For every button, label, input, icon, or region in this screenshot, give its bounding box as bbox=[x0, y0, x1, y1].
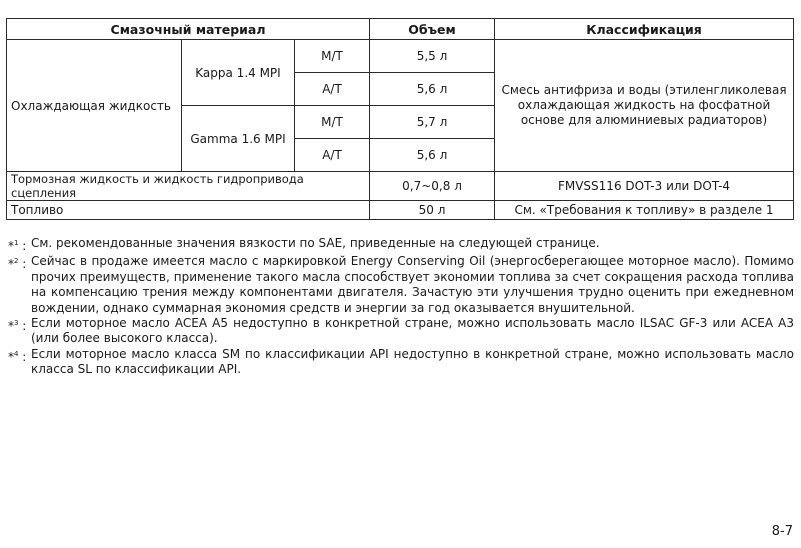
footnote bbox=[8, 236, 794, 254]
table-row bbox=[7, 172, 794, 201]
footnote-marker: *$^2$ : bbox=[8, 257, 27, 272]
volume-cell: 5,6 л bbox=[370, 139, 495, 172]
volume-cell: 50 л bbox=[370, 201, 495, 220]
brake-fluid-name: Тормозная жидкость и жидкость гидропривода сцепления bbox=[7, 172, 370, 201]
header-volume: Объем bbox=[370, 19, 495, 40]
footnote-text: Если моторное масло ACEA A5 недоступно в конкретной стране, можно использовать масло ILSAC GF-3 или ACEA A3 (или более высокого класса). bbox=[31, 316, 794, 346]
volume-cell: 5,5 л bbox=[370, 40, 495, 73]
footnote-text: Сейчас в продаже имеется масло с маркировкой Energy Conserving Oil (энергосберегающее моторное масло). Помимо прочих преимуществ, применение такого масла способствует экономии топлива за счет сокращения расхода топлива на компенсацию трения между компонентами двигателя. Зачастую эти улучшения трудно оценить при ежедневном вождении, однако суммарная экономия средств и энергии за год оказывается внушительной. bbox=[31, 254, 794, 315]
transmission-cell: A/T bbox=[295, 139, 370, 172]
fuel-classification: См. «Требования к топливу» в разделе 1 bbox=[495, 201, 794, 220]
footnote bbox=[8, 316, 794, 347]
footnotes bbox=[8, 236, 794, 378]
engine-gamma: Gamma 1.6 MPI bbox=[182, 106, 295, 172]
table-row bbox=[7, 201, 794, 220]
lubricant-table bbox=[6, 18, 794, 220]
transmission-cell: A/T bbox=[295, 73, 370, 106]
footnote-marker: *$^1$ : bbox=[8, 239, 27, 253]
volume-cell: 5,6 л bbox=[370, 73, 495, 106]
page-number: 8-7 bbox=[771, 524, 793, 539]
footnote-marker: *$^3$ : bbox=[8, 319, 27, 334]
coolant-name: Охлаждающая жидкость bbox=[7, 40, 182, 172]
table-header-row bbox=[7, 19, 794, 40]
volume-cell: 0,7~0,8 л bbox=[370, 172, 495, 201]
footnote-marker: *$^4$ : bbox=[8, 349, 27, 364]
table-row bbox=[7, 40, 794, 73]
footnote bbox=[8, 254, 794, 316]
footnote-text: Если моторное масло класса SM по классификации API недоступно в конкретной стране, можно использовать масло класса SL по классификации API. bbox=[31, 346, 794, 377]
footnote-text: См. рекомендованные значения вязкости по SAE, приведенные на следующей странице. bbox=[31, 236, 600, 250]
footnote bbox=[8, 347, 794, 378]
transmission-cell: M/T bbox=[295, 106, 370, 139]
header-classification: Классификация bbox=[495, 19, 794, 40]
engine-kappa: Kappa 1.4 MPI bbox=[182, 40, 295, 106]
volume-cell: 5,7 л bbox=[370, 106, 495, 139]
header-lubricant: Смазочный материал bbox=[7, 19, 370, 40]
transmission-cell: M/T bbox=[295, 40, 370, 73]
coolant-classification: Смесь антифриза и воды (этиленгликолевая охлаждающая жидкость на фосфатной основе для алюминиевых радиаторов) bbox=[495, 40, 794, 172]
fuel-name: Топливо bbox=[7, 201, 370, 220]
brake-classification: FMVSS116 DOT-3 или DOT-4 bbox=[495, 172, 794, 201]
